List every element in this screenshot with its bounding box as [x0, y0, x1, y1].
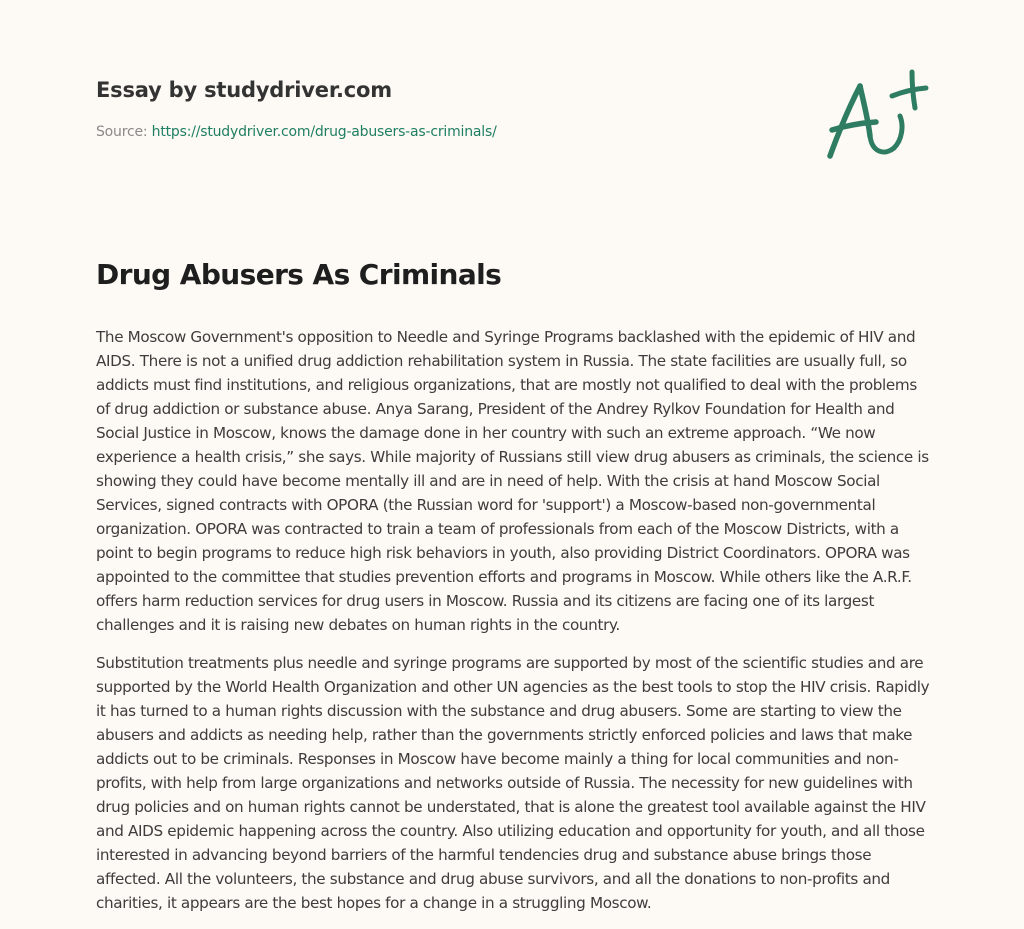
essay-paragraph: Substitution treatments plus needle and syringe programs are supported by most of the scientific studies and are supported by the World Health Organization and other UN agencies as the best tools to stop the HIV crisis. Rapidly it has turned to a human rights discussion with the substance and drug abusers. Some are starting to view the abusers and addicts as needing help, rather than the governments strictly enforced policies and laws that make addicts out to be criminals. Responses in Moscow have become mainly a thing for local communities and non-profits, with help from large organizations and networks outside of Russia. The necessity for new guidelines with drug policies and on human rights cannot be understated, that is alone the greatest tool available against the HIV and AIDS epidemic happening across the country. Also utilizing education and opportunity for youth, and all those interested in advancing beyond barriers of the harmful tendencies drug and substance abuse brings those affected. All the volunteers, the substance and drug abuse survivors, and all the donations to non-profits and charities, it appears are the best hopes for a change in a struggling Moscow.	[96, 654, 930, 912]
essay-header	[96, 76, 796, 141]
source-label: Source:	[96, 124, 152, 140]
brand-title: Essay by studydriver.com	[96, 78, 392, 102]
essay-body	[96, 325, 932, 929]
essay-title: Drug Abusers As Criminals	[96, 258, 502, 291]
essay-paragraph: The Moscow Government's opposition to Needle and Syringe Programs backlashed with the epidemic of HIV and AIDS. There is not a unified drug addiction rehabilitation system in Russia. The state facilities are usually full, so addicts must find institutions, and religious organizations, that are mostly not qualified to deal with the problems of drug addiction or substance abuse. Anya Sarang, President of the Andrey Rylkov Foundation for Health and Social Justice in Moscow, knows the damage done in her country with such an extreme approach. “We now experience a health crisis,” she says. While majority of Russians still view drug abusers as criminals, the science is showing they could have become mentally ill and are in need of help. With the crisis at hand Moscow Social Services, signed contracts with OPORA (the Russian word for 'support') a Moscow-based non-governmental organization. OPORA was contracted to train a team of professionals from each of the Moscow Districts, with a point to begin programs to reduce high risk behaviors in youth, also providing District Coordinators. OPORA was appointed to the committee that studies prevention efforts and programs in Moscow. While others like the A.R.F. offers harm reduction services for drug users in Moscow. Russia and its citizens are facing one of its largest challenges and it is raising new debates on human rights in the country.	[96, 328, 929, 634]
source-line	[96, 123, 796, 141]
a-plus-grade-icon	[820, 64, 930, 169]
source-link[interactable]: https://studydriver.com/drug-abusers-as-criminals/	[151, 124, 497, 140]
